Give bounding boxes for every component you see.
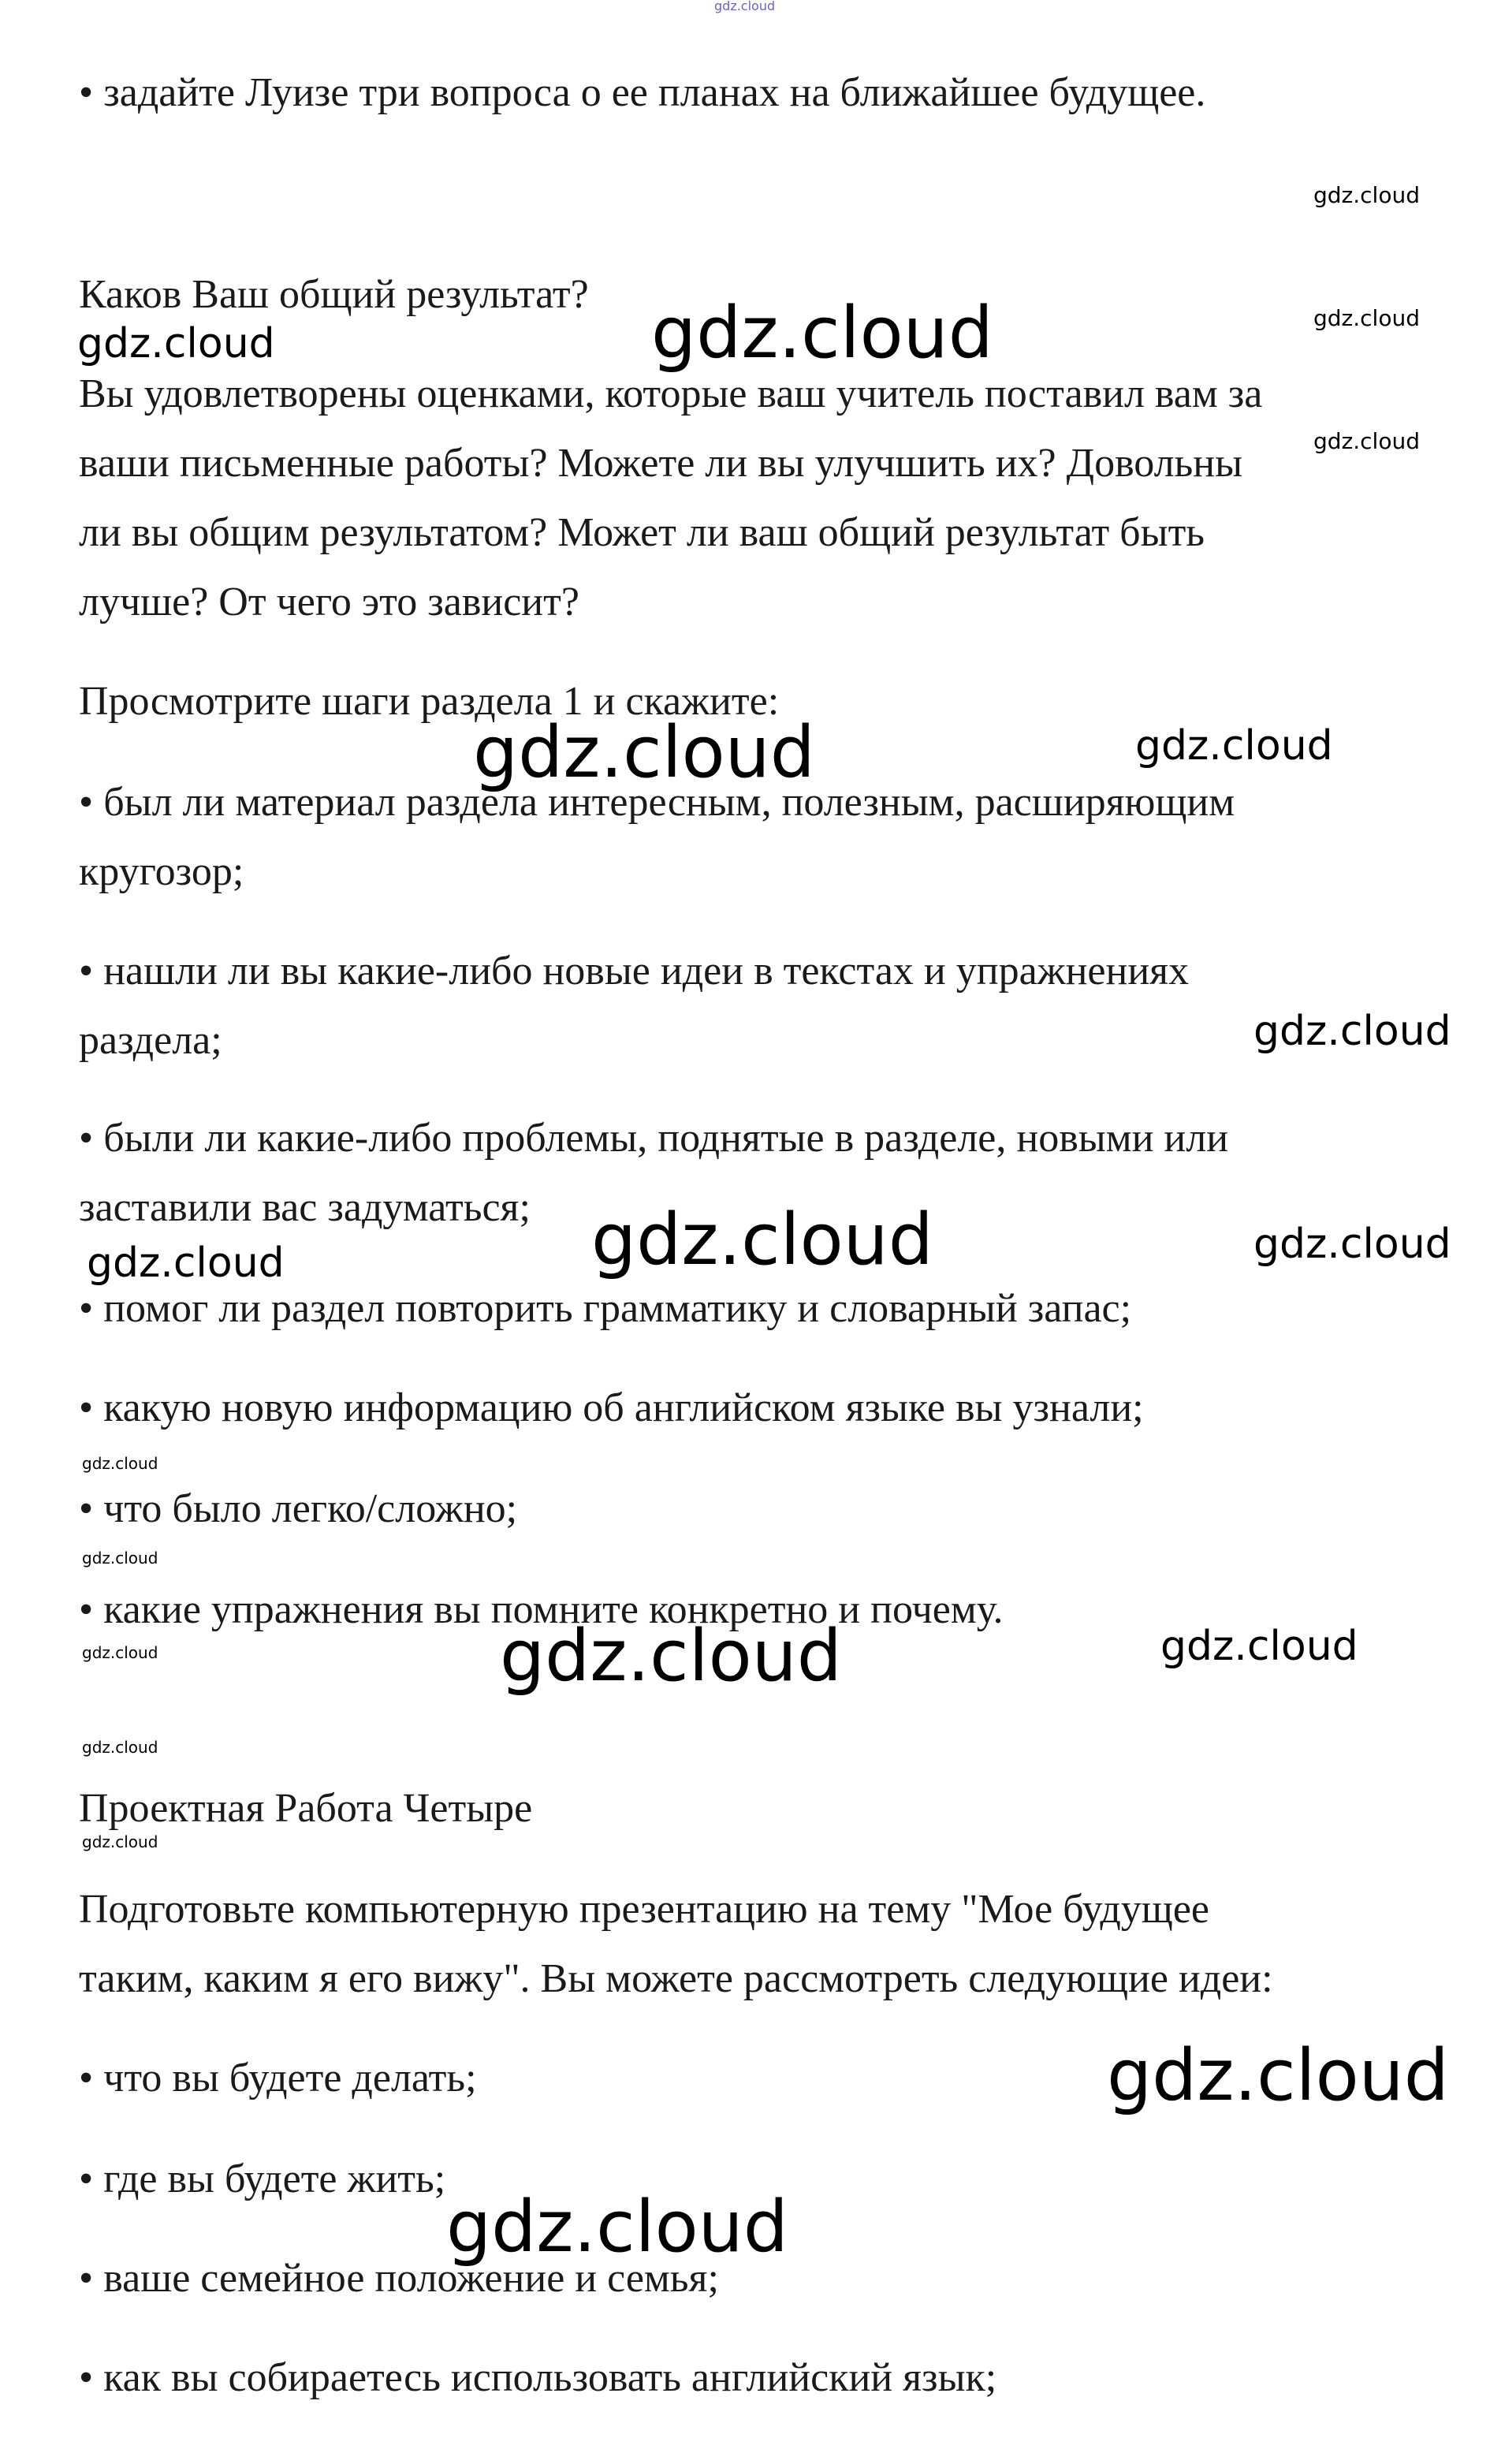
list-item: • что было легко/сложно; — [79, 1486, 518, 1531]
list-item: • нашли ли вы какие-либо новые идеи в текстах и упражнениях — [79, 949, 1190, 993]
watermark: gdz.cloud — [714, 0, 776, 13]
watermark: gdz.cloud — [82, 1832, 158, 1851]
watermark: gdz.cloud — [82, 1549, 158, 1567]
list-item: • где вы будете жить; — [79, 2156, 446, 2201]
watermark: gdz.cloud — [651, 292, 993, 375]
watermark: gdz.cloud — [1313, 305, 1420, 331]
list-item: • были ли какие-либо проблемы, поднятые в разделе, новыми или — [79, 1116, 1229, 1161]
text-line: кругозор; — [79, 849, 244, 894]
watermark: gdz.cloud — [473, 711, 815, 794]
watermark: gdz.cloud — [1313, 428, 1420, 454]
watermark: gdz.cloud — [82, 1738, 158, 1757]
text-line: ваши письменные работы? Можете ли вы улучшить их? Довольны — [79, 441, 1243, 486]
watermark: gdz.cloud — [1107, 2034, 1449, 2117]
watermark: gdz.cloud — [500, 1615, 842, 1698]
watermark: gdz.cloud — [1253, 1221, 1451, 1268]
text-line: Просмотрите шаги раздела 1 и скажите: — [79, 679, 780, 724]
text-line: таким, каким я его вижу". Вы можете рассмотреть следующие идеи: — [79, 1956, 1273, 2001]
text-line: лучше? От чего это зависит? — [79, 580, 579, 624]
watermark: gdz.cloud — [446, 2186, 788, 2268]
watermark: gdz.cloud — [1253, 1008, 1451, 1055]
text-line: • задайте Луизе три вопроса о ее планах на ближайшее будущее. — [79, 70, 1206, 115]
watermark: gdz.cloud — [77, 320, 275, 367]
text-line: раздела; — [79, 1018, 222, 1063]
watermark: gdz.cloud — [1313, 182, 1420, 208]
text-line: ли вы общим результатом? Может ли ваш общий результат быть — [79, 510, 1205, 555]
watermark: gdz.cloud — [1160, 1623, 1358, 1670]
list-item: • был ли материал раздела интересным, полезным, расширяющим — [79, 780, 1235, 825]
watermark: gdz.cloud — [82, 1454, 158, 1473]
list-item: • какие упражнения вы помните конкретно и почему. — [79, 1587, 1004, 1632]
text-line: Вы удовлетворены оценками, которые ваш учитель поставил вам за — [79, 371, 1263, 416]
list-item: • что вы будете делать; — [79, 2056, 477, 2101]
watermark: gdz.cloud — [87, 1239, 285, 1287]
watermark: gdz.cloud — [1135, 722, 1333, 770]
list-item: • какую новую информацию об английском языке вы узнали; — [79, 1385, 1144, 1430]
section-heading-project: Проектная Работа Четыре — [79, 1786, 533, 1831]
section-heading-result: Каков Ваш общий результат? — [79, 272, 589, 317]
list-item: • как вы собираетесь использовать английский язык; — [79, 2355, 997, 2400]
watermark: gdz.cloud — [82, 1643, 158, 1662]
list-item: • помог ли раздел повторить грамматику и словарный запас; — [79, 1286, 1132, 1331]
watermark: gdz.cloud — [591, 1198, 933, 1281]
text-line: заставили вас задуматься; — [79, 1185, 531, 1230]
list-item: • ваше семейное положение и семья; — [79, 2256, 719, 2301]
text-line: Подготовьте компьютерную презентацию на тему "Мое будущее — [79, 1887, 1210, 1932]
